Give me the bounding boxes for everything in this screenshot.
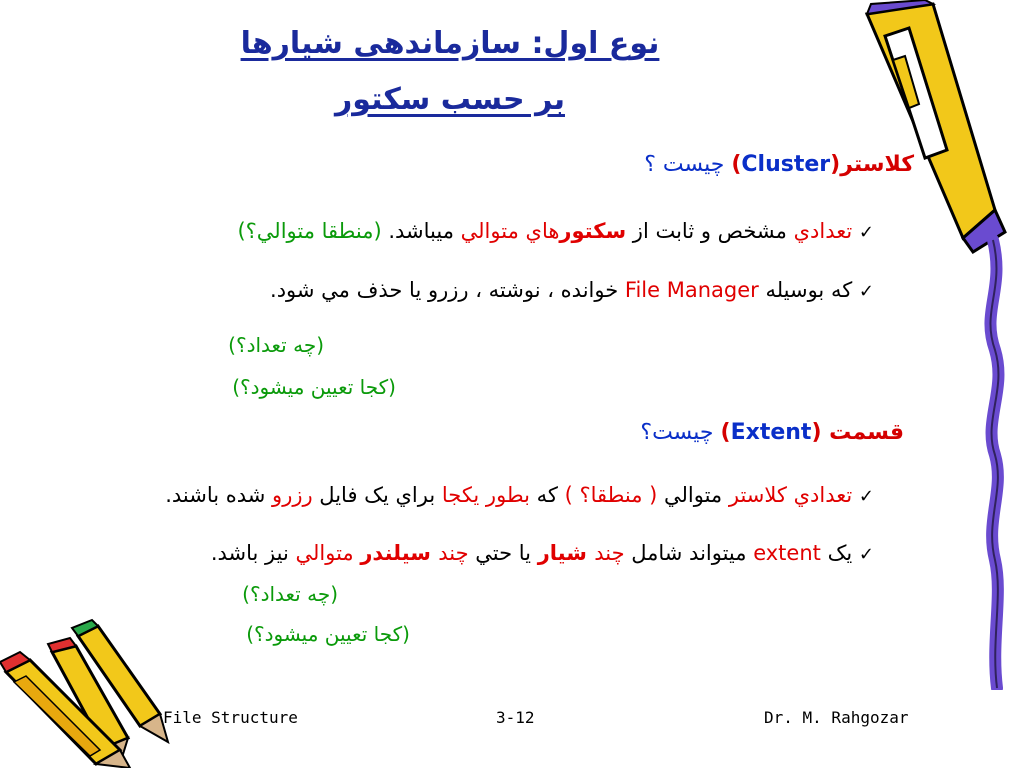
section1-bullet1 [237, 219, 874, 243]
section2-bullet1 [165, 483, 874, 507]
paren-close: ) [720, 420, 731, 445]
check-icon: ✓ [858, 281, 874, 302]
section2-note1: (چه تعداد؟) [242, 582, 338, 606]
bullet-text: بطور يكجا [441, 483, 530, 507]
section1-note2: (كجا تعيين ميشود؟) [232, 375, 396, 399]
extent-term: Extent [730, 420, 812, 445]
bullet-text: متوالي [657, 483, 729, 507]
bullet-text: تعدادي كلاستر [728, 483, 853, 507]
slide-title-line2: بر حسب سکتور [335, 82, 565, 117]
cluster-term: Cluster [741, 152, 831, 177]
bullet-text: تعدادي [793, 219, 853, 243]
bullet-text: يک [820, 541, 853, 565]
bullet-text: (منطقا متوالي؟) [237, 219, 382, 243]
section2-note2: (كجا تعيين ميشود؟) [246, 622, 410, 646]
bullet-text: چند [438, 541, 469, 565]
section1-note1: (چه تعداد؟) [228, 333, 324, 357]
check-icon: ✓ [858, 222, 874, 243]
pencils-icon [0, 618, 170, 768]
bullet-text: براي يک فايل [312, 483, 442, 507]
bullet-text: نيز باشد. [210, 541, 296, 565]
bullet-text: ميباشد. [381, 219, 461, 243]
slide-title-line1: نوع اول: سازماندهی شیارها [240, 26, 660, 61]
section1-bullet2 [270, 278, 874, 302]
extent-inline-term: extent [753, 541, 821, 565]
paren-open: ( [811, 420, 822, 445]
bullet-text: سکتور [559, 219, 627, 243]
bullet-text: رزرو [272, 483, 313, 507]
bullet-text: چند [594, 541, 625, 565]
paren-open: ( [830, 152, 841, 177]
bullet-text: ميتواند شامل [624, 541, 754, 565]
file-manager-term: File Manager [624, 278, 759, 302]
bullet-text: كه بوسيله [758, 278, 853, 302]
pencil-icon [855, 0, 1020, 690]
bullet-text: شيار [537, 541, 595, 565]
extent-question: چيست؟ [640, 420, 721, 445]
check-icon: ✓ [858, 486, 874, 507]
footer-author: Dr. M. Rahgozar [764, 708, 909, 727]
bullet-text: شده باشند. [165, 483, 273, 507]
bullet-text: هاي متوالي [460, 219, 560, 243]
bullet-text: مشخص و ثابت از [626, 219, 794, 243]
cluster-label: كلاستر [840, 152, 914, 177]
bullet-text: يا حتي [468, 541, 538, 565]
section2-bullet2 [211, 541, 874, 565]
bullet-text: كه [530, 483, 565, 507]
footer-page-number: 3-12 [496, 708, 535, 727]
footer-course: File Structure [163, 708, 298, 727]
bullet-text: ( منطقا؟ ) [564, 483, 658, 507]
bullet-text: خوانده ، نوشته ، رزرو يا حذف مي شود. [270, 278, 625, 302]
cluster-question: چيست ؟ [644, 152, 725, 177]
bullet-text: سيلندر [360, 541, 439, 565]
check-icon: ✓ [858, 544, 874, 565]
bullet-text: متوالي [295, 541, 361, 565]
paren-close: ) [731, 152, 742, 177]
extent-label: قسمت [821, 420, 904, 445]
